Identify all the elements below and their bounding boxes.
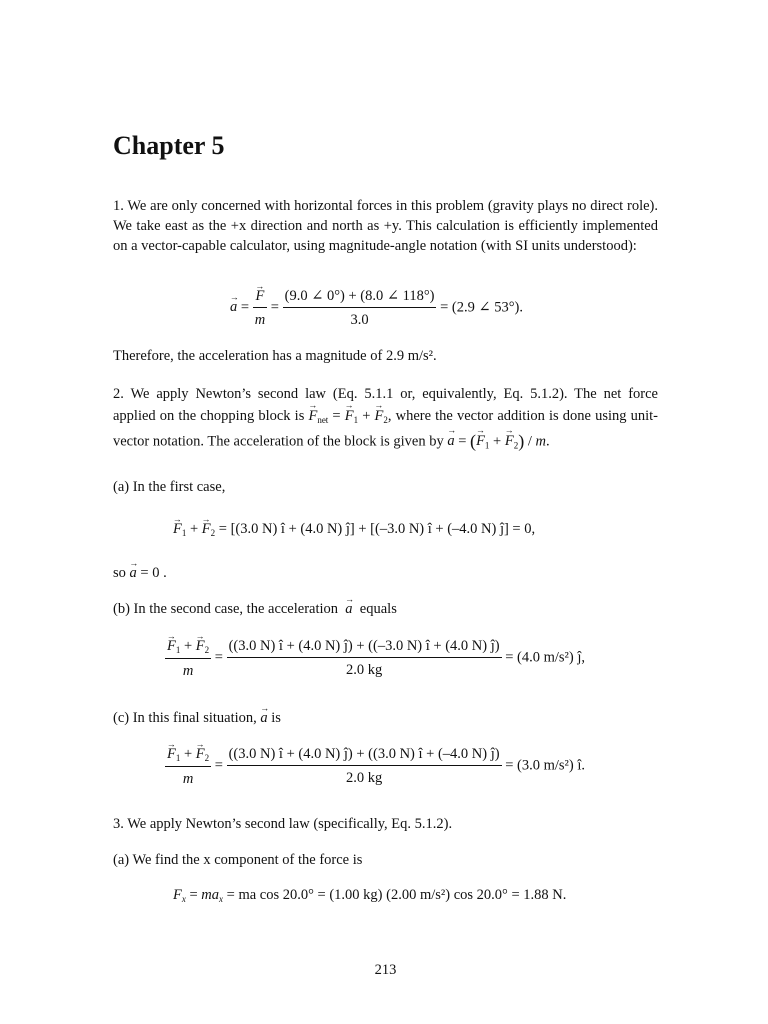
problem-3-intro: 3. We apply Newton’s second law (specifically, Eq. 5.1.2).: [113, 816, 453, 832]
problem-1-equation: → a = → $\frac{F}{m}$ = $\frac{(9.0 \angle 0^\circ) + (8.0 \angle 118^\circ)}{3.0}$ = (2.9 ∠ 53°).: [230, 286, 523, 330]
problem-2-intro: 2. We apply Newton’s second law (Eq. 5.1.1 or, equivalently, Eq. 5.1.2). The net force applied on the chopping block is → $F_{net}$ = → $F_1$ + → $F_2$, where the vector addition is done using unit-vector notation. The acceleration of the block is given by → a = (→ $F_1$ + → $F_2$) / m.: [113, 383, 658, 455]
p2b-result: = (4.0 m/s²) ĵ,: [505, 649, 585, 666]
chapter-title: Chapter 5: [113, 131, 225, 160]
problem-2-part-c-equation: → $\frac{F_1 + \to F_2}{m}$ = $\frac{((3.0 N) î + (4.0 N) ĵ) + ((3.0 N) î + (-4.0 N) ĵ)}{2.0 kg}$ = (3.0 m/s²) î.: [165, 744, 585, 789]
p2b-numerator: ((3.0 N) î + (4.0 N) ĵ) + ((–3.0 N) î + (4.0 N) ĵ): [228, 638, 500, 655]
p2b-denominator: 2.0 kg: [227, 657, 502, 680]
p1-result: = (2.9 ∠ 53°).: [440, 299, 524, 316]
problem-2-part-a-equation: → $F_1$ + → $F_2 = [(3.0$ N) î + (4.0 N) ĵ] + [(–3.0 N) î + (–4.0 N) ĵ] = 0,: [173, 519, 535, 540]
p2c-denominator: 2.0 kg: [227, 765, 502, 788]
problem-2-part-c-label: (c) In this final situation, → a is: [113, 708, 658, 728]
problem-3-part-a-equation: $F_x = ma_x$ = ma cos 20.0° = (1.00 kg) (2.00 m/s²) cos 20.0° = 1.88 N.: [173, 887, 567, 905]
problem-2-part-a-label: (a) In the first case,: [113, 479, 226, 495]
problem-3-part-a-label: (a) We find the x component of the force is: [113, 852, 363, 868]
p2c-numerator: ((3.0 N) î + (4.0 N) ĵ) + ((3.0 N) î + (–4.0 N) ĵ): [228, 746, 500, 763]
problem-1-intro: 1. We are only concerned with horizontal forces in this problem (gravity plays no direct role). We take east as the +x direction and north as +y. This calculation is efficiently implemented on a vector-capable calculator, using magnitude-angle notation (with SI units understood):: [113, 198, 658, 254]
page-number: 213: [374, 962, 397, 978]
problem-2-part-a-so: so → a = 0 .: [113, 563, 658, 583]
p1-numerator: (9.0 ∠ 0°) + (8.0 ∠ 118°): [284, 288, 435, 304]
problem-1-conclusion: Therefore, the acceleration has a magnitude of 2.9 m/s².: [113, 348, 437, 364]
p2c-result: = (3.0 m/s²) î.: [505, 757, 585, 774]
problem-2-part-b-label: (b) In the second case, the acceleration → a equals: [113, 599, 658, 619]
p1-denominator: 3.0: [283, 307, 437, 330]
problem-2-part-b-equation: → $\frac{F_1 + \to F_2}{m}$ = $\frac{((3.0 N) î + (4.0 N) ĵ) + ((-3.0 N) î + (4.0 N) ĵ)}{2.0 kg}$ = (4.0 m/s²) ĵ,: [165, 636, 585, 681]
